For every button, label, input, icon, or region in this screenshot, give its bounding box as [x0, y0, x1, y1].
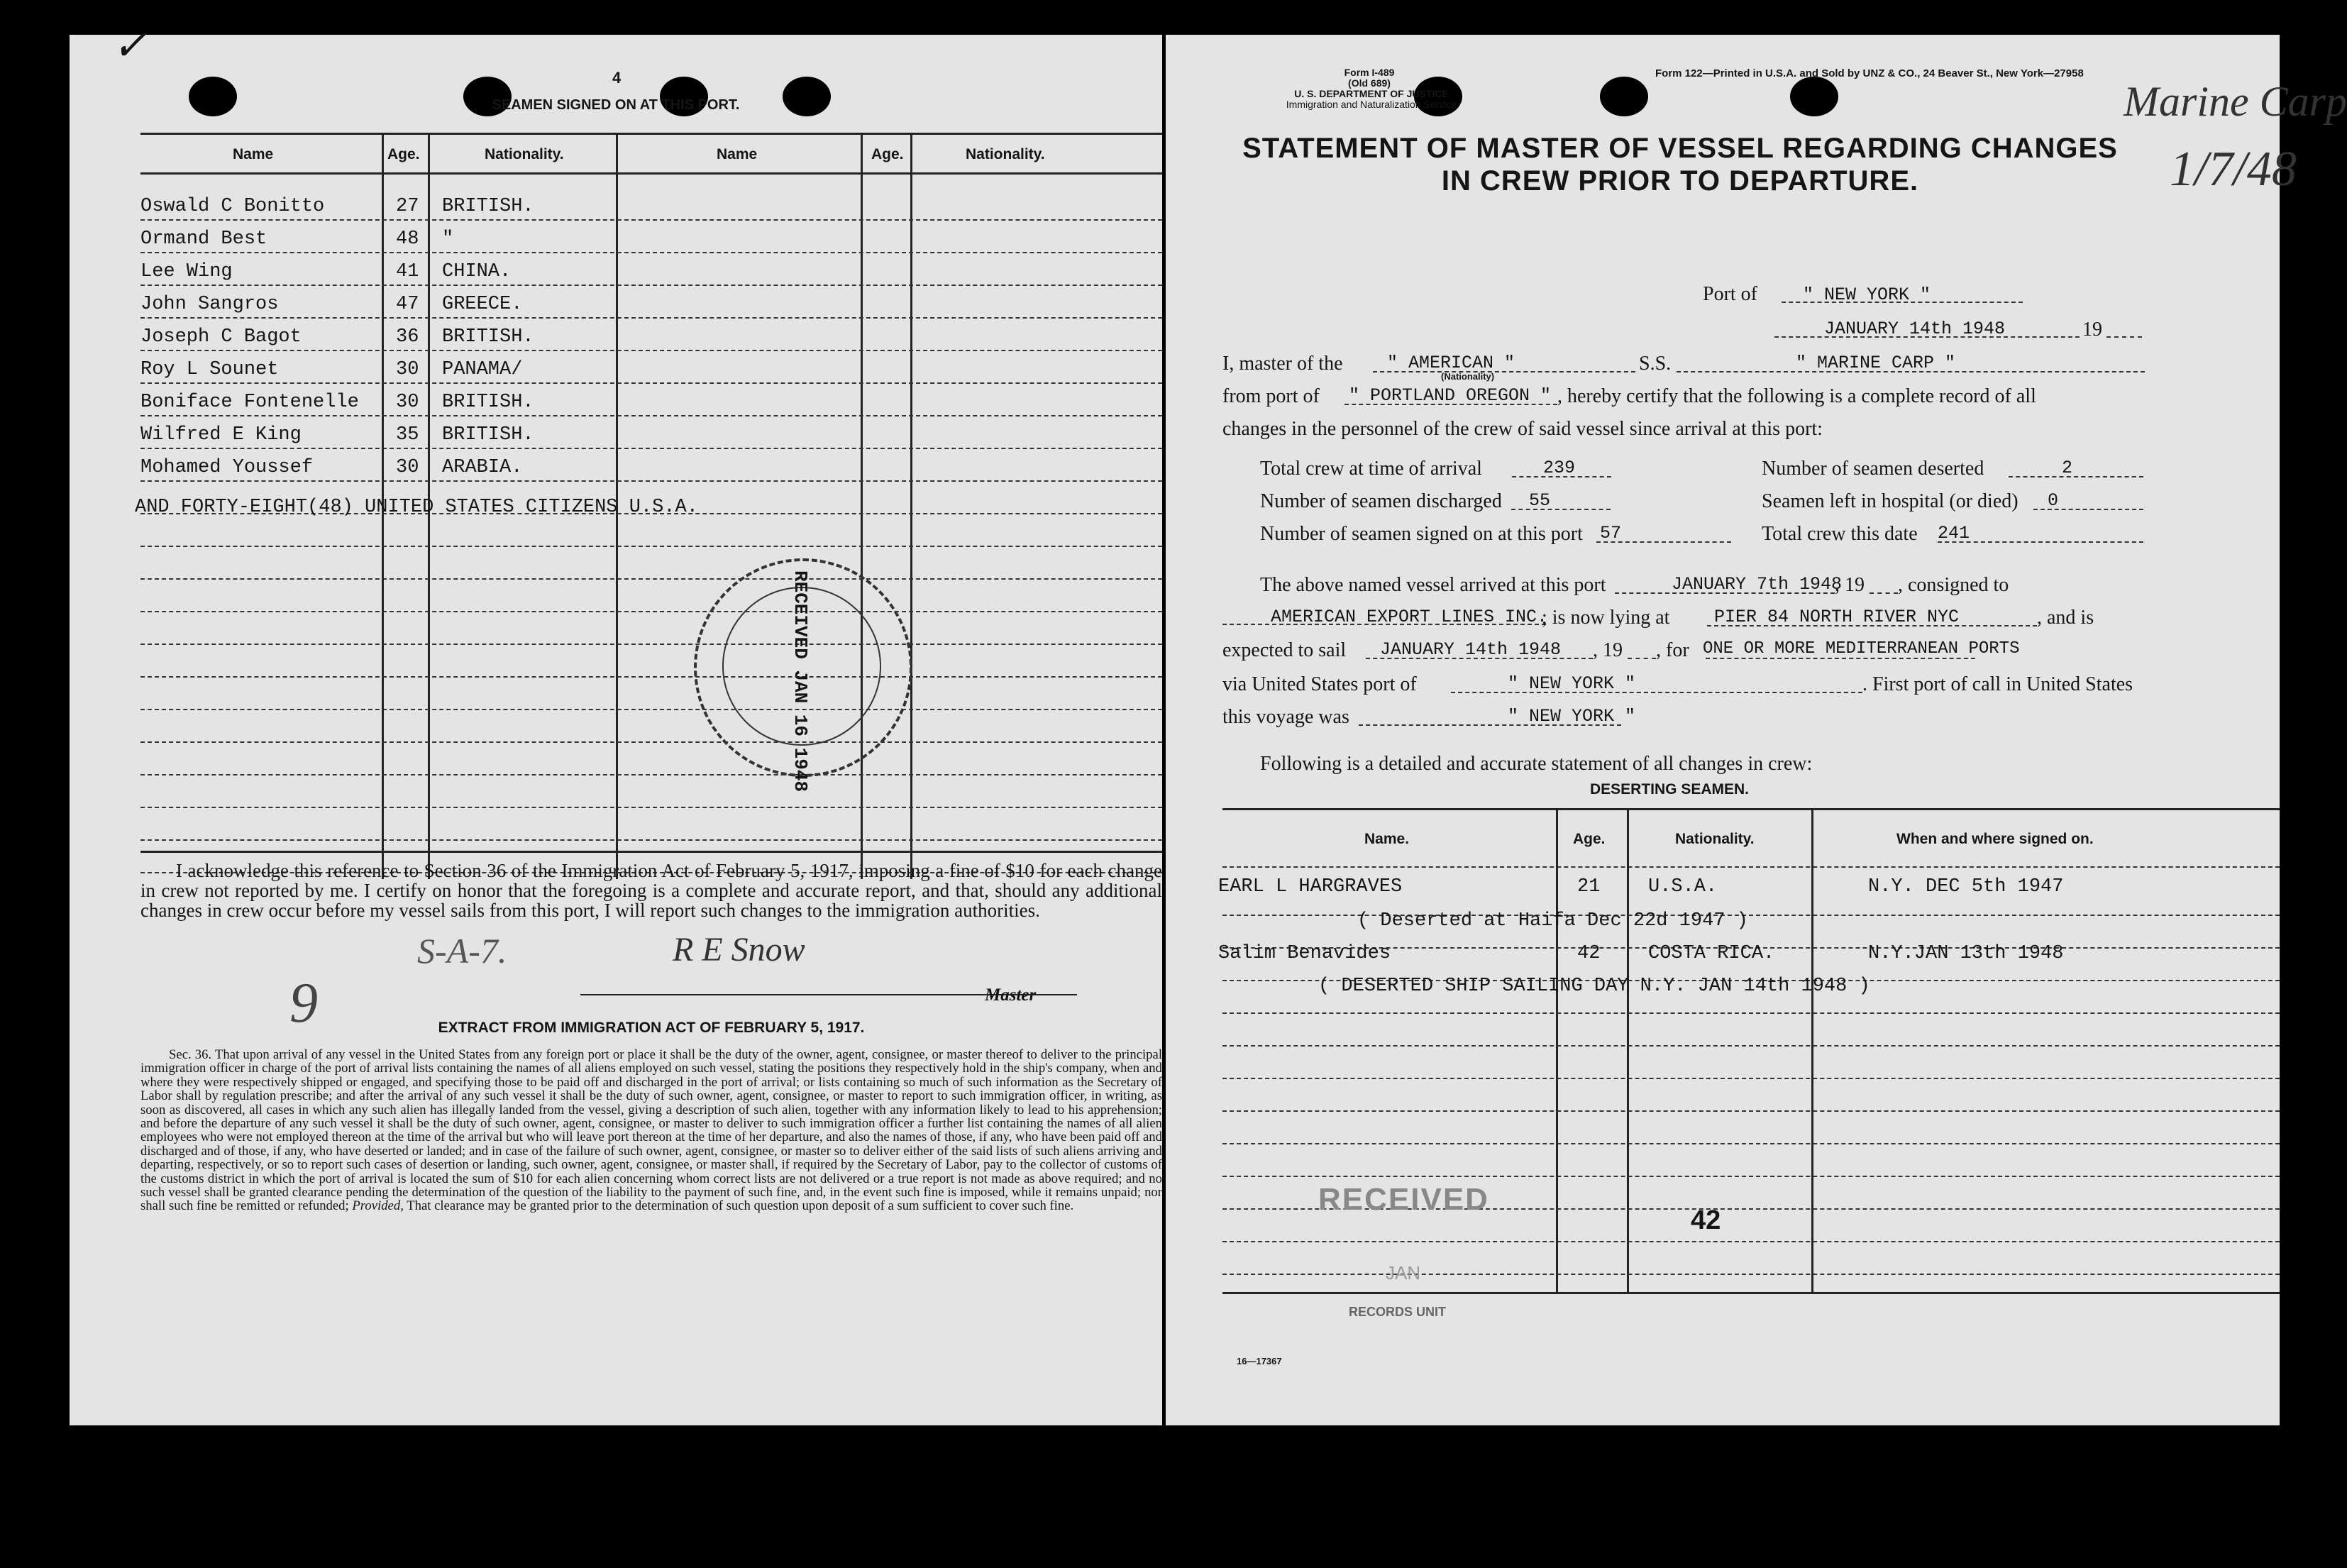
- seaman-nationality: ARABIA.: [442, 457, 523, 478]
- seaman-age: 48: [396, 228, 419, 250]
- arrived-label: The above named vessel arrived at this port: [1260, 574, 1606, 596]
- seaman-age: 30: [396, 392, 419, 413]
- master-label: Master: [985, 985, 1037, 1005]
- deserter-age: 21: [1577, 876, 1601, 898]
- voyage-value: " NEW YORK ": [1508, 706, 1636, 727]
- fill-line: [2106, 336, 2142, 338]
- footer-code: 16—17367: [1237, 1356, 1282, 1367]
- row-rule: [1222, 1110, 2280, 1112]
- extract-title: EXTRACT FROM IMMIGRATION ACT OF FEBRUARY 5, 1917.: [438, 1020, 865, 1036]
- row-rule: [140, 611, 1162, 612]
- discharged-label: Number of seamen discharged: [1260, 490, 1502, 512]
- table-rule: [1222, 866, 2280, 868]
- handwritten-mark: 9: [289, 972, 318, 1034]
- consigned-label: , consigned to: [1898, 574, 2009, 596]
- form-line: (Old 689): [1348, 77, 1391, 89]
- table-rule: [140, 851, 1162, 853]
- deserting-title: DESERTING SEAMEN.: [1589, 781, 1750, 797]
- number-stamp: 42: [1691, 1205, 1721, 1235]
- seaman-nationality: PANAMA/: [442, 359, 523, 380]
- header-nationality: Nationality.: [966, 146, 1045, 162]
- row-rule: [140, 546, 1162, 547]
- deserted-label: Number of seamen deserted: [1762, 458, 1984, 480]
- fill-line: [2009, 476, 2143, 477]
- form-title: STATEMENT OF MASTER OF VESSEL REGARDING CHANGES: [1242, 133, 2118, 164]
- total-date-label: Total crew this date: [1762, 523, 1918, 545]
- via-label: via United States port of: [1222, 673, 1417, 695]
- fill-line: [1870, 592, 1898, 594]
- handwritten-ship: Marine Carp: [2124, 78, 2347, 125]
- summary-line: AND FORTY-EIGHT(48) UNITED STATES CITIZENS U.S.A.: [135, 497, 698, 518]
- row-rule: [140, 350, 1162, 351]
- row-rule: [140, 644, 1162, 645]
- table-rule: [1222, 808, 2280, 810]
- page-number: 4: [612, 69, 622, 87]
- row-rule: [1222, 1012, 2280, 1014]
- right-page: [1166, 35, 2347, 1425]
- header-age: Age.: [387, 146, 420, 162]
- first-port-label: . First port of call in United States: [1862, 673, 2133, 695]
- hospital-label: Seamen left in hospital (or died): [1762, 490, 2019, 512]
- table-rule: [1222, 1292, 2280, 1294]
- form-number: [1320, 67, 1419, 89]
- signed-on-value: 57: [1600, 523, 1622, 543]
- header-age: Age.: [871, 146, 904, 162]
- following-text: Following is a detailed and accurate statement of all changes in crew:: [1260, 753, 1813, 775]
- seaman-name: Mohamed Youssef: [140, 457, 314, 478]
- seaman-nationality: BRITISH.: [442, 196, 534, 217]
- row-rule: [1222, 1078, 2280, 1079]
- column-divider: [861, 134, 863, 879]
- from-port-value: " PORTLAND OREGON ": [1349, 385, 1552, 406]
- deserter-signed: N.Y. DEC 5th 1947: [1868, 876, 2064, 898]
- seaman-age: 47: [396, 294, 419, 315]
- section-36-text: [140, 1048, 1162, 1213]
- row-rule: [140, 807, 1162, 808]
- seaman-name: John Sangros: [140, 294, 279, 315]
- seaman-nationality: BRITISH.: [442, 392, 534, 413]
- voyage-label: this voyage was: [1222, 706, 1349, 728]
- arrived-value: JANUARY 7th 1948: [1672, 574, 1843, 595]
- date-value: JANUARY 14th 1948: [1824, 319, 2006, 339]
- left-page: [70, 22, 1163, 1425]
- punch-hole: [1790, 77, 1838, 116]
- dept-line: Immigration and Naturalization Service: [1286, 99, 1457, 110]
- master-signature: R E Snow: [673, 931, 805, 968]
- total-arrival-label: Total crew at time of arrival: [1260, 458, 1482, 480]
- date-suffix: 19: [2082, 319, 2102, 341]
- section-label: Sec. 36.: [169, 1047, 212, 1062]
- note-line: ( DESERTED SHIP SAILING DAY N.Y. JAN 14th 1948 ): [1318, 976, 1870, 997]
- row-rule: [1222, 1176, 2280, 1177]
- handwritten-date: 1/7/48: [2170, 142, 2297, 197]
- seaman-name: Wilfred E King: [140, 424, 302, 446]
- section-body: That upon arrival of any vessel in the United States from any foreign port or place it shall be the duty of the owner, agent, consignee, or master thereof to deliver to the principal immigration officer in charge of the port of arrival lists containing the names of all aliens employed on such vessel, stating the positions they respectively hold in the ship's company, when and where they were respectively shipped or engaged, and specifying those to be paid off and discharged in the port of arrival; or lists containing so much of such information as the Secretary of Labor shall by regulation prescribe; and after the arrival of any such vessel it shall be the duty of such owner, agent, consignee, or master to report to such immigration officer, in writing, as soon as discovered, all cases in which any such alien has illegally landed from the vessel, giving a description of such alien, together with any information likely to lead to his apprehension; and before the departure of any such vessel it shall be the duty of such owner, agent, consignee, or master to deliver to such immigration officer a further list containing the names of all alien employees who were not employed thereon at the time of the arrival but who will leave port thereon at the time of her departure, and also the names of those, if any, who have been paid off and discharged and of those, if any, who have deserted or landed; and in case of the failure of such owner, agent, consignee, or master so to deliver either of the said lists of such aliens arriving and departing, respectively, or so to report such cases of desertion or landing, such owner, agent, consignee, or master shall, if required by the Secretary of Labor, pay to the collector of customs of the customs district in which the port of arrival is located the sum of $10 for each alien concerning whom correct lists are not delivered or a true report is not made as above required; and no such vessel shall be granted clearance pending the determination of the question of the liability to the payment of such fine, and, in the event such fine is imposed, while it remains unpaid; nor shall such fine be remitted or refunded;: [140, 1047, 1163, 1214]
- table-rule: [140, 133, 1162, 135]
- seaman-nationality: BRITISH.: [442, 326, 534, 348]
- seaman-age: 30: [396, 457, 419, 478]
- seaman-name: Boniface Fontenelle: [140, 392, 359, 413]
- header-when-where: When and where signed on.: [1896, 831, 2094, 847]
- row-rule: [1222, 1143, 2280, 1144]
- row-rule: [140, 415, 1162, 416]
- column-divider: [1627, 810, 1629, 1292]
- initials: S-A-7.: [417, 931, 507, 971]
- lying-label: ; is now lying at: [1542, 607, 1670, 629]
- port-value: " NEW YORK ": [1803, 285, 1931, 305]
- port-label: Port of: [1703, 283, 1757, 305]
- hospital-value: 0: [2048, 490, 2059, 511]
- column-divider: [1811, 810, 1813, 1292]
- deserter-signed: N.Y.JAN 13th 1948: [1868, 943, 2064, 964]
- for-value: ONE OR MORE MEDITERRANEAN PORTS: [1703, 639, 2020, 658]
- for-label: , for: [1656, 639, 1689, 661]
- column-divider: [910, 134, 912, 879]
- punch-hole: [189, 77, 237, 116]
- nationality-value: " AMERICAN ": [1387, 353, 1515, 373]
- row-rule: [140, 219, 1162, 221]
- from-port-label: from port of: [1222, 385, 1320, 407]
- via-value: " NEW YORK ": [1508, 673, 1636, 694]
- jan-stamp: JAN: [1386, 1262, 1421, 1283]
- printer-line: Form 122—Printed in U.S.A. and Sold by UNZ & CO., 24 Beaver St., New York—27958: [1655, 67, 2084, 79]
- seaman-name: Roy L Sounet: [140, 359, 279, 380]
- punch-hole: [1600, 77, 1648, 116]
- form-line: Form I-489: [1344, 67, 1395, 78]
- punch-hole: [783, 77, 831, 116]
- header-nationality: Nationality.: [485, 146, 564, 162]
- dept-line: U. S. DEPARTMENT OF JUSTICE: [1294, 88, 1449, 99]
- row-rule: [1222, 1045, 2280, 1047]
- deserter-nationality: U.S.A.: [1648, 876, 1718, 898]
- total-date-value: 241: [1938, 523, 1970, 543]
- row-rule: [1222, 1241, 2280, 1242]
- sail-value: JANUARY 14th 1948: [1380, 639, 1562, 660]
- signed-on-label: Number of seamen signed on at this port: [1260, 523, 1583, 545]
- arrived-suffix: , 19: [1835, 574, 1865, 596]
- seaman-age: 27: [396, 196, 419, 217]
- fill-line: [1628, 658, 1656, 659]
- department: [1276, 89, 1467, 110]
- seaman-name: Oswald C Bonitto: [140, 196, 325, 217]
- table-rule: [140, 172, 1162, 175]
- page-title: SEAMEN SIGNED ON AT THIS PORT.: [492, 97, 740, 113]
- deserter-age: 42: [1577, 943, 1601, 964]
- ss-label: S.S.: [1639, 353, 1672, 375]
- seaman-age: 30: [396, 359, 419, 380]
- seaman-nationality: ": [442, 228, 454, 250]
- seaman-name: Joseph C Bagot: [140, 326, 302, 348]
- records-stamp: RECORDS UNIT: [1349, 1305, 1447, 1319]
- row-rule: [140, 448, 1162, 449]
- row-rule: [140, 774, 1162, 775]
- row-rule: [1222, 1274, 2280, 1275]
- seaman-age: 36: [396, 326, 419, 348]
- check-mark: ✓: [112, 22, 148, 69]
- total-arrival-value: 239: [1543, 458, 1576, 478]
- row-rule: [140, 741, 1162, 743]
- changes-text: changes in the personnel of the crew of said vessel since arrival at this port:: [1222, 418, 1823, 440]
- discharged-value: 55: [1529, 490, 1551, 511]
- seaman-nationality: CHINA.: [442, 261, 512, 282]
- sail-label: expected to sail: [1222, 639, 1347, 661]
- header-name: Name.: [1364, 831, 1410, 847]
- row-rule: [140, 578, 1162, 580]
- section-provided: Provided,: [352, 1198, 404, 1214]
- ship-value: " MARINE CARP ": [1796, 353, 1956, 373]
- consignee-value: AMERICAN EXPORT LINES INC.: [1271, 607, 1548, 627]
- row-rule: [140, 317, 1162, 319]
- header-name: Name: [717, 146, 758, 162]
- deserter-name: EARL L HARGRAVES: [1218, 876, 1403, 898]
- row-rule: [140, 252, 1162, 253]
- row-rule: [140, 285, 1162, 286]
- row-rule: [140, 839, 1162, 841]
- certify-text: , hereby certify that the following is a complete record of all: [1557, 385, 2036, 407]
- fill-line: [1511, 509, 1611, 510]
- acknowledgement-text: I acknowledge this reference to Section 36 of the Immigration Act of February 5, 1917, imposing a fine of $10 for each change in crew not reported by me. I certify on honor that the foregoing is a complete and accurate report, and that, should any additional changes in crew occur before my vessel sails from this port, I will report such changes to the immigration authorities.: [140, 860, 1162, 921]
- header-name: Name: [233, 146, 274, 162]
- nationality-caption: (Nationality): [1441, 371, 1495, 382]
- seaman-name: Lee Wing: [140, 261, 233, 282]
- row-rule: [140, 676, 1162, 678]
- row-rule: [140, 709, 1162, 710]
- stamp-text: RECEIVED JAN 16 1948: [790, 570, 811, 793]
- lying-value: PIER 84 NORTH RIVER NYC: [1714, 607, 1960, 627]
- seaman-nationality: GREECE.: [442, 294, 523, 315]
- row-rule: [140, 480, 1162, 482]
- and-is-label: , and is: [2037, 607, 2094, 629]
- seaman-nationality: BRITISH.: [442, 424, 534, 446]
- header-age: Age.: [1573, 831, 1606, 847]
- sail-suffix: , 19: [1593, 639, 1623, 661]
- section-end: That clearance may be granted prior to the determination of such question upon deposit of a sum sufficient to cover such fine.: [407, 1198, 1074, 1214]
- header-nationality: Nationality.: [1675, 831, 1755, 847]
- master-of-label: I, master of the: [1222, 353, 1343, 375]
- note-line: ( Deserted at Haifa Dec 22d 1947 ): [1357, 910, 1748, 932]
- seaman-name: Ormand Best: [140, 228, 267, 250]
- form-title: IN CREW PRIOR TO DEPARTURE.: [1441, 165, 1919, 197]
- received-stamp: RECEIVED: [1318, 1182, 1489, 1217]
- column-divider: [1556, 810, 1558, 1292]
- deserter-name: Salim Benavides: [1218, 943, 1391, 964]
- seaman-age: 35: [396, 424, 419, 446]
- seaman-age: 41: [396, 261, 419, 282]
- deserted-value: 2: [2062, 458, 2073, 478]
- row-rule: [140, 382, 1162, 384]
- deserter-nationality: COSTA RICA.: [1648, 943, 1775, 964]
